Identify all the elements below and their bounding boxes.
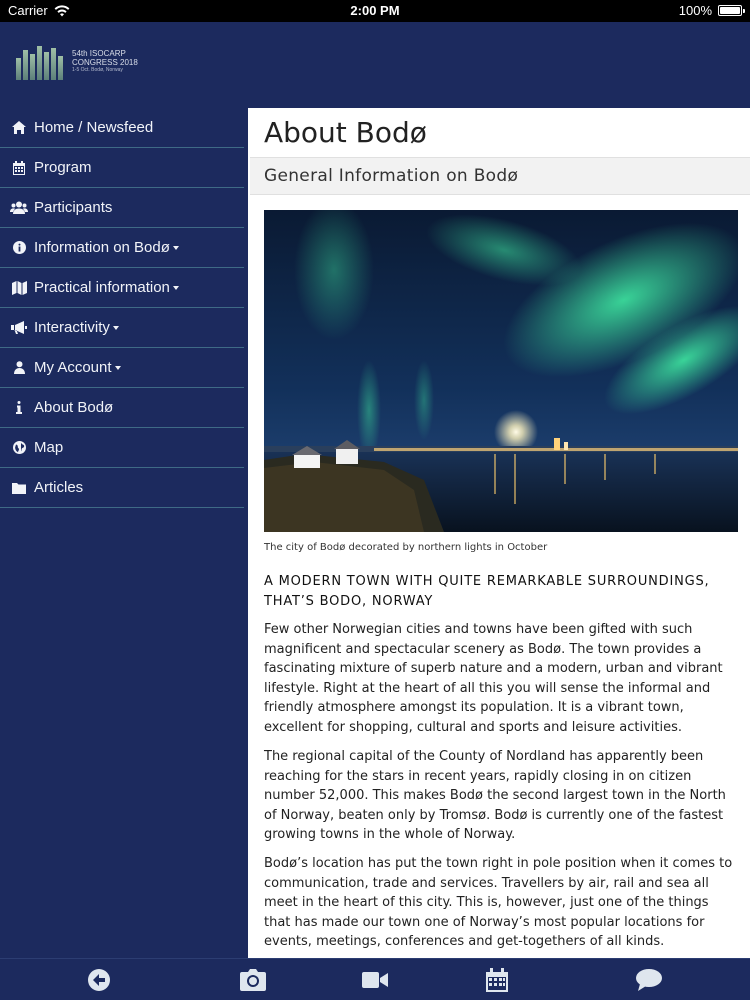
- globe-icon: [10, 441, 28, 454]
- article-heading: A MODERN TOWN WITH QUITE REMARKABLE SURROUNDINGS, THAT’S BODO, NORWAY: [264, 574, 710, 609]
- page-title: About Bodø: [264, 116, 427, 149]
- back-button[interactable]: [86, 967, 112, 993]
- video-icon: [362, 971, 388, 989]
- logo-line-2: CONGRESS 2018: [72, 58, 138, 68]
- sidebar-item-practical-information[interactable]: [0, 268, 244, 308]
- sidebar-item-label: Participants: [34, 199, 113, 216]
- status-bar: [0, 0, 750, 22]
- info-circle-icon: [10, 241, 28, 254]
- carrier-label: Carrier: [8, 3, 48, 18]
- video-button[interactable]: [362, 967, 388, 993]
- main-content: [248, 108, 750, 958]
- camera-icon: [240, 969, 266, 991]
- calendar-button[interactable]: [484, 967, 510, 993]
- bottom-toolbar: [0, 958, 750, 1000]
- sidebar-item-program[interactable]: [0, 148, 244, 188]
- congress-logo[interactable]: [16, 44, 138, 80]
- home-icon: [10, 121, 28, 134]
- sidebar-item-label: Program: [34, 159, 92, 176]
- sidebar-item-information-on-bodo[interactable]: [0, 228, 244, 268]
- article-paragraph-1: Few other Norwegian cities and towns have been gifted with such magnificent and spectacular scenery as Bodø. The town provides a fascinating mixture of superb nature and a modern, urban and vibrant lifestyle. Right at the heart of all this you will sense the informal and friendly atmosphere amongst its population. It is a vibrant town, excellent for shopping, cultural and sports and leisure activities.: [264, 622, 723, 735]
- sidebar-item-label: Map: [34, 439, 64, 456]
- northern-lights-photo: [264, 210, 738, 532]
- sidebar-item-map[interactable]: [0, 428, 244, 468]
- logo-line-3: 1-5 Oct. Bodø, Norway: [72, 67, 123, 74]
- section-header: [250, 157, 750, 195]
- article-paragraph-2: The regional capital of the County of Nordland has apparently been reaching for the stars in recent years, rapidly closing in on citizen number 52,000. This makes Bodø the second largest town in the North of Norway, beaten only by Tromsø. Bodø is currently one of the fastest growing towns in the whole of Norway.: [264, 749, 726, 842]
- sidebar-item-label: About Bodø: [34, 399, 114, 416]
- map-icon: [10, 281, 28, 295]
- photo-caption: The city of Bodø decorated by northern lights in October: [264, 542, 548, 553]
- sidebar-item-home[interactable]: [0, 108, 244, 148]
- bullhorn-icon: [10, 321, 28, 334]
- sidebar-item-interactivity[interactable]: [0, 308, 244, 348]
- battery-percent: 100%: [678, 3, 712, 18]
- sidebar-item-label: Practical information: [34, 279, 170, 296]
- status-time: 2:00 PM: [350, 3, 400, 18]
- article-paragraph-3: Bodø’s location has put the town right in pole position when it comes to communication, trade and services. Travellers by air, rail and sea all meet in the heart of this city. This is, however, just one of the things that has made our town one of Norway’s most popular locations for events, meetings, conferences and get-togethers of all kinds.: [264, 856, 733, 949]
- back-icon: [87, 968, 111, 992]
- info-icon: [10, 401, 28, 414]
- chevron-down-icon: [173, 286, 179, 290]
- sidebar-nav: [0, 108, 244, 958]
- sidebar-item-label: My Account: [34, 359, 112, 376]
- calendar-icon: [486, 968, 508, 992]
- camera-button[interactable]: [240, 967, 266, 993]
- sidebar-item-my-account[interactable]: [0, 348, 244, 388]
- sidebar-item-label: Home / Newsfeed: [34, 119, 154, 136]
- section-title: General Information on Bodø: [264, 166, 519, 186]
- chevron-down-icon: [173, 246, 179, 250]
- users-icon: [10, 201, 28, 214]
- folder-icon: [10, 482, 28, 494]
- chat-icon: [636, 969, 662, 991]
- user-icon: [10, 361, 28, 374]
- logo-graphic: [16, 44, 64, 80]
- chevron-down-icon: [113, 326, 119, 330]
- app-header: [0, 22, 750, 98]
- sidebar-item-label: Information on Bodø: [34, 239, 170, 256]
- sidebar-item-label: Articles: [34, 479, 84, 496]
- battery-icon: [718, 5, 742, 16]
- sidebar-item-articles[interactable]: [0, 468, 244, 508]
- sidebar-item-about-bodo[interactable]: [0, 388, 244, 428]
- sidebar-item-participants[interactable]: [0, 188, 244, 228]
- logo-line-1: 54th ISOCARP: [72, 49, 126, 59]
- chevron-down-icon: [115, 366, 121, 370]
- calendar-icon: [10, 161, 28, 175]
- sidebar-item-label: Interactivity: [34, 319, 110, 336]
- chat-button[interactable]: [636, 967, 662, 993]
- logo-text: [72, 50, 138, 73]
